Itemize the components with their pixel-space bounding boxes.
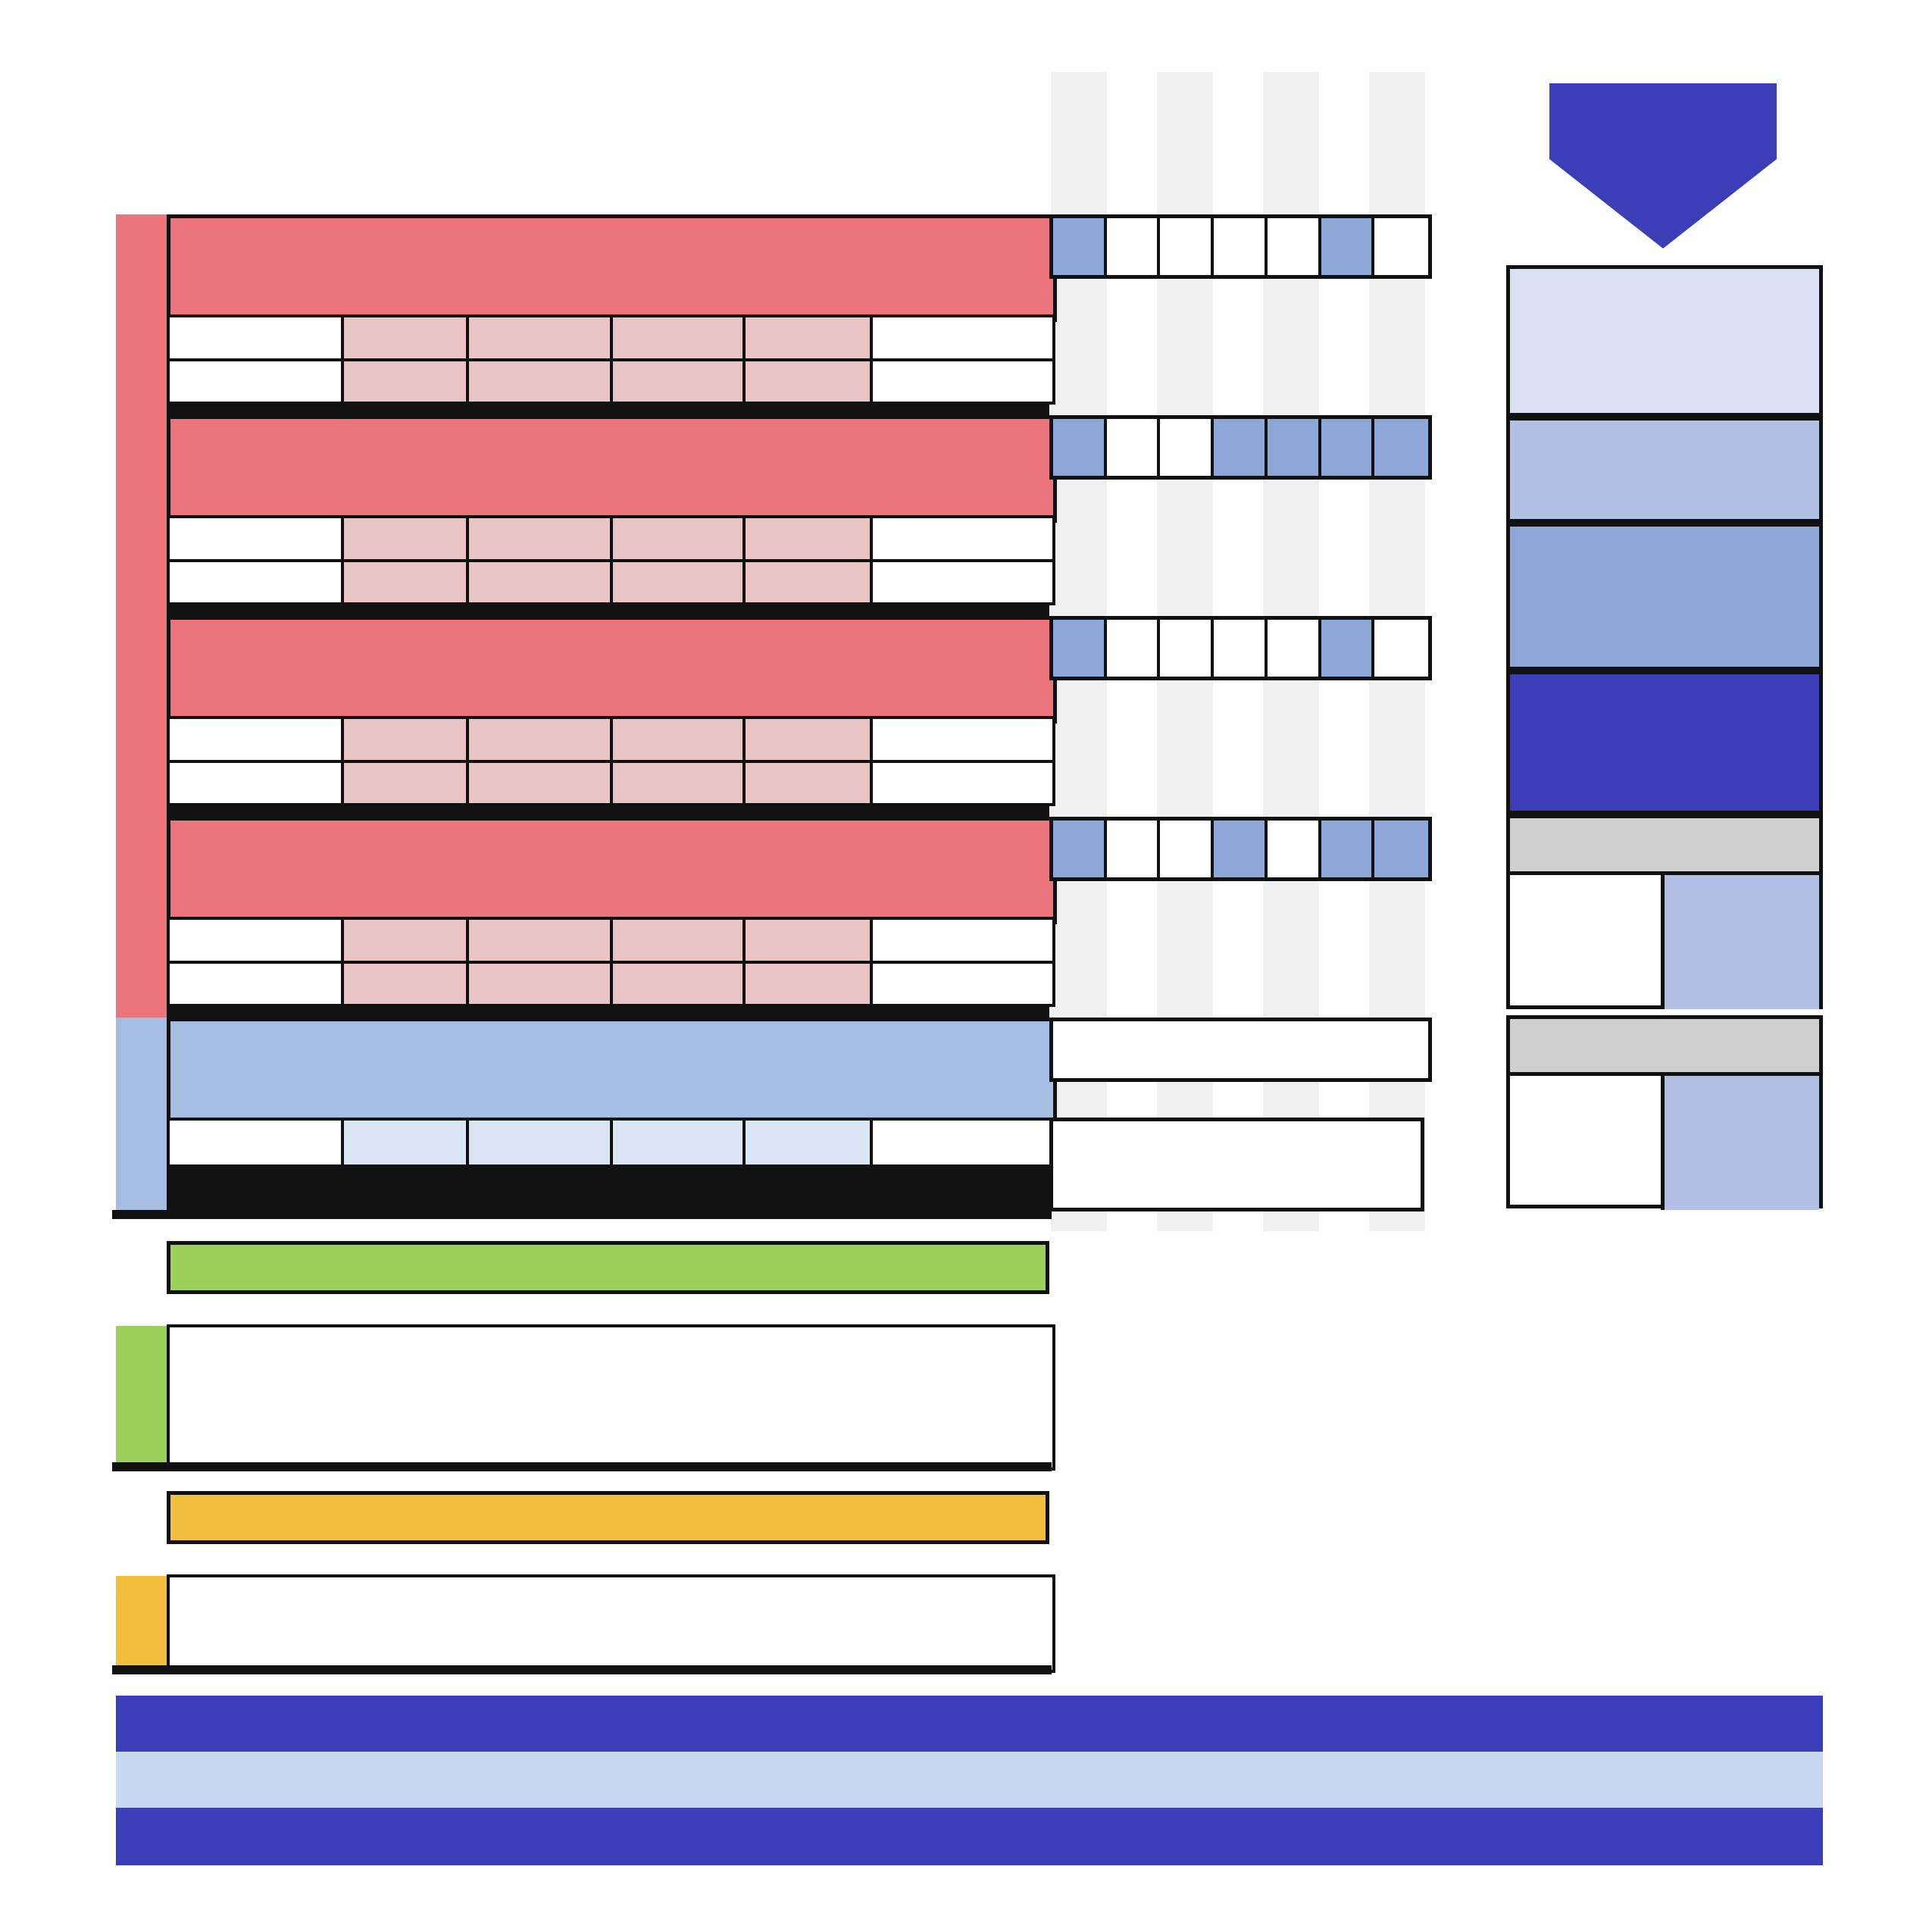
nutrition-header — [344, 1118, 469, 1165]
nutrition-header — [613, 314, 746, 358]
meal-header — [167, 616, 1057, 724]
meal-diet-checks — [1049, 616, 1432, 680]
footer-tagline — [116, 1808, 1823, 1865]
nutrition-value — [344, 961, 469, 1005]
nutrition-value — [469, 961, 613, 1005]
diet-check-cell — [1268, 821, 1321, 877]
step-delivery — [1506, 523, 1823, 671]
diet-check-cell — [1268, 620, 1321, 677]
section-divider — [112, 1462, 1052, 1471]
nutrition-value — [170, 760, 344, 804]
meatless-band — [116, 1326, 167, 1464]
diet-check-cell — [1107, 620, 1161, 677]
custom-meal-header — [167, 1018, 1057, 1125]
diet-check-cell — [1268, 419, 1321, 476]
nutrition-value — [746, 559, 873, 603]
section-divider — [112, 1210, 1052, 1219]
nutrition-value — [746, 760, 873, 804]
nutrition-header — [873, 314, 1052, 358]
diet-check-cell — [1214, 419, 1268, 476]
diet-check-cell — [1374, 419, 1428, 476]
nutrition-header — [469, 515, 613, 559]
nutrition-value — [746, 358, 873, 402]
step-pickup — [1506, 671, 1823, 814]
diet-check-cell — [1214, 218, 1268, 275]
diet-check-cell — [1160, 620, 1214, 677]
nutrition-header — [613, 716, 746, 760]
meal-diet-checks — [1049, 817, 1432, 881]
nutrition-header — [170, 314, 344, 358]
customized-band — [116, 1018, 167, 1211]
pricing-large-order — [1506, 1015, 1823, 1208]
nutrition-value — [170, 559, 344, 603]
diet-check-cell — [1321, 821, 1375, 877]
meal-nutrition-table — [167, 917, 1055, 1007]
down-arrow-icon — [1549, 159, 1777, 249]
diet-check-cell — [1160, 419, 1214, 476]
diet-label — [1316, 72, 1366, 208]
diet-label — [1103, 72, 1153, 208]
nutrition-value — [613, 358, 746, 402]
diet-label — [1369, 72, 1419, 208]
nutrition-header — [170, 515, 344, 559]
nutrition-header — [873, 515, 1052, 559]
nutrition-header — [469, 716, 613, 760]
nutrition-value — [746, 961, 873, 1005]
pricing-title — [1510, 1019, 1819, 1076]
diet-check-cell — [1374, 821, 1428, 877]
diet-check-cell — [1268, 218, 1321, 275]
diet-check-cell — [1160, 821, 1214, 877]
meal-nutrition-table — [167, 515, 1055, 605]
nutrition-value — [873, 559, 1052, 603]
nutrition-header — [613, 1118, 746, 1165]
custom-nutrition-table — [167, 1118, 1055, 1168]
diet-label — [1051, 72, 1101, 208]
nutrition-value — [469, 559, 613, 603]
diet-check-cell — [1214, 821, 1268, 877]
nutrition-header — [746, 515, 873, 559]
chicken-salad-banner — [167, 1491, 1049, 1544]
nutrition-value — [613, 760, 746, 804]
nutrition-disclaimer — [1049, 1118, 1424, 1211]
footer-spacer-band — [116, 1752, 1823, 1808]
diet-label — [1263, 72, 1313, 208]
nutrition-header — [170, 917, 344, 961]
diet-check-cell — [1374, 218, 1428, 275]
nutrition-header — [344, 515, 469, 559]
diet-check-cell — [1107, 419, 1161, 476]
diet-check-cell — [1107, 218, 1161, 275]
nutrition-value — [469, 358, 613, 402]
nutrition-header — [170, 716, 344, 760]
pricing-title — [1510, 818, 1819, 875]
nutrition-value — [613, 961, 746, 1005]
pricing-small-order — [1506, 814, 1823, 1009]
meal-divider — [167, 803, 1049, 817]
diet-check-cell — [1214, 620, 1268, 677]
nutrition-header — [469, 917, 613, 961]
diet-check-cell — [1321, 620, 1375, 677]
nutrition-header — [746, 1118, 873, 1165]
diet-label — [1157, 72, 1207, 208]
diet-check-cell — [1321, 218, 1375, 275]
step-ordering-closes — [1506, 417, 1823, 523]
diet-check-cell — [1374, 620, 1428, 677]
diet-check-cell — [1053, 620, 1107, 677]
diet-label — [1210, 72, 1260, 208]
nutrition-header — [746, 917, 873, 961]
nutrition-value — [344, 559, 469, 603]
nutrition-header — [873, 917, 1052, 961]
nutrition-header — [344, 917, 469, 961]
nutrition-header — [469, 1118, 613, 1165]
nutrition-header — [746, 716, 873, 760]
meal-divider — [167, 602, 1049, 616]
nutrition-header — [873, 1118, 1052, 1165]
meal-diet-checks — [1049, 214, 1432, 279]
nutrition-value — [613, 559, 746, 603]
nutrition-value — [170, 358, 344, 402]
diet-check-cell — [1053, 821, 1107, 877]
chicken-salad-band — [116, 1576, 167, 1667]
diet-check-cell — [1107, 821, 1161, 877]
nutrition-header — [469, 314, 613, 358]
diet-check-cell — [1053, 419, 1107, 476]
meatless-banner — [167, 1241, 1049, 1294]
meal-diet-checks — [1049, 415, 1432, 480]
nutrition-header — [344, 716, 469, 760]
nutrition-header — [746, 314, 873, 358]
meal-divider — [167, 1004, 1049, 1018]
meal-divider — [167, 402, 1049, 415]
nutrition-value — [873, 358, 1052, 402]
diet-check-cell — [1160, 218, 1214, 275]
chefs-pick-band — [116, 214, 167, 1018]
meal-header — [167, 817, 1057, 924]
how-it-works-title — [1549, 83, 1777, 159]
custom-diet-checks — [1049, 1018, 1432, 1082]
diet-check-cell — [1321, 419, 1375, 476]
nutrition-value — [873, 961, 1052, 1005]
meatless-nutrition-table — [167, 1324, 1055, 1471]
nutrition-header — [344, 314, 469, 358]
nutrition-value — [170, 961, 344, 1005]
nutrition-value — [344, 358, 469, 402]
section-divider — [112, 1665, 1052, 1674]
nutrition-header — [873, 716, 1052, 760]
step-ordering-opens — [1506, 265, 1823, 417]
nutrition-header — [613, 515, 746, 559]
meal-nutrition-table — [167, 314, 1055, 405]
meal-nutrition-table — [167, 716, 1055, 806]
nutrition-header — [170, 1118, 344, 1165]
custom-nutrition-note — [167, 1165, 1049, 1211]
nutrition-value — [469, 760, 613, 804]
diet-check-cell — [1053, 218, 1107, 275]
footer-promo — [116, 1696, 1823, 1752]
chicken-salad-nutrition-table — [167, 1574, 1055, 1673]
meal-header — [167, 214, 1057, 322]
nutrition-value — [873, 760, 1052, 804]
meal-header — [167, 415, 1057, 523]
nutrition-value — [344, 760, 469, 804]
nutrition-header — [613, 917, 746, 961]
